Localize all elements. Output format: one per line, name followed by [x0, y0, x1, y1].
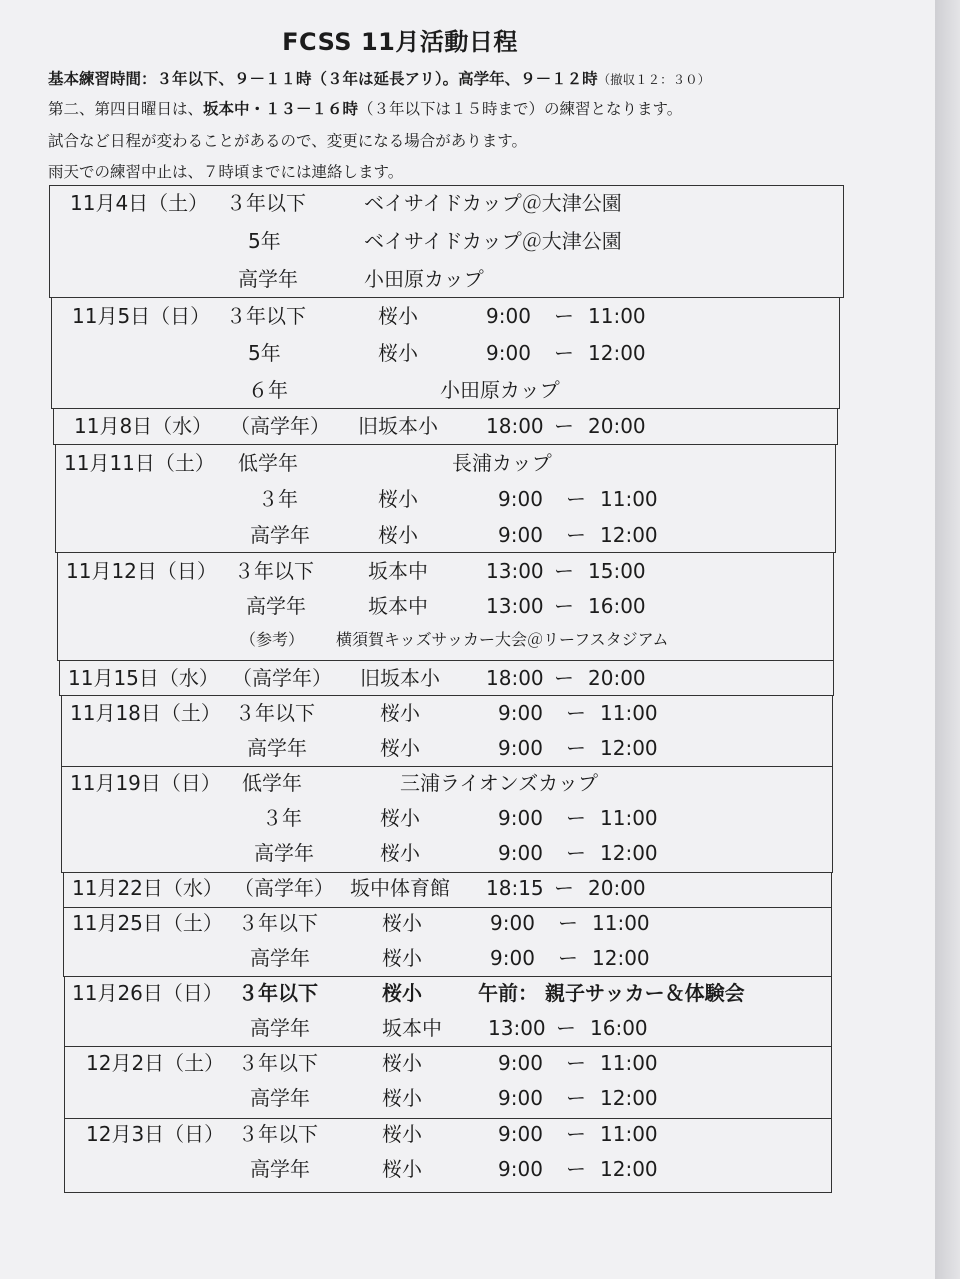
schedule-event: 三浦ライオンズカップ — [400, 771, 598, 795]
schedule-group: ３年以下 — [238, 981, 318, 1005]
schedule-dash: ー — [566, 1051, 586, 1075]
schedule-dash: ー — [566, 1086, 586, 1110]
schedule-group: ３年 — [262, 806, 302, 830]
schedule-group: 低学年 — [242, 771, 302, 795]
schedule-group: 高学年 — [250, 523, 310, 547]
schedule-start-time: 9:00 — [498, 1051, 543, 1075]
schedule-place: 坂本中 — [368, 594, 428, 618]
schedule-dash: ー — [558, 946, 578, 970]
schedule-dash: ー — [566, 1157, 586, 1181]
schedule-group: 高学年 — [250, 1016, 310, 1040]
schedule-group: 5年 — [248, 229, 281, 253]
background-wall — [935, 0, 960, 1279]
schedule-dash: ー — [566, 1122, 586, 1146]
schedule-start-time: 9:00 — [486, 304, 531, 328]
note-line-2-post: （３年以下は１５時まで）の練習となります。 — [358, 100, 683, 118]
schedule-event: 小田原カップ — [364, 267, 484, 291]
schedule-date: 11月19日（日） — [70, 771, 221, 795]
schedule-place: 旧坂本小 — [358, 414, 438, 438]
schedule-start-time: 9:00 — [498, 1086, 543, 1110]
schedule-date: 12月3日（日） — [86, 1122, 225, 1146]
note-line-3: 試合など日程が変わることがあるので、変更になる場合があります。 — [48, 132, 527, 150]
schedule-date: 11月26日（日） — [72, 981, 223, 1005]
schedule-dash: ー — [554, 341, 574, 365]
page-title: FCSS 11月活動日程 — [282, 28, 518, 56]
schedule-date: 11月15日（水） — [68, 666, 219, 690]
schedule-place: 坂本中 — [368, 559, 428, 583]
schedule-group: 高学年 — [250, 946, 310, 970]
schedule-end-time: 11:00 — [600, 1051, 658, 1075]
schedule-date: 11月22日（水） — [72, 876, 223, 900]
schedule-place: 坂中体育館 — [350, 876, 450, 900]
schedule-start-time: 18:00 — [486, 414, 544, 438]
note-line-2-bold: 坂本中・１３－１６時 — [203, 100, 359, 118]
schedule-end-time: 11:00 — [588, 304, 646, 328]
schedule-place: 旧坂本小 — [360, 666, 440, 690]
schedule-dash: ー — [566, 736, 586, 760]
schedule-date: 11月8日（水） — [74, 414, 213, 438]
schedule-date: 11月12日（日） — [66, 559, 217, 583]
schedule-place: 桜小 — [382, 911, 422, 935]
schedule-place: 桜小 — [378, 523, 418, 547]
schedule-group: ３年以下 — [235, 701, 315, 725]
schedule-start-time: 9:00 — [498, 841, 543, 865]
note-line-2 — [48, 97, 682, 119]
schedule-end-time: 11:00 — [592, 911, 650, 935]
schedule-group: （参考） — [240, 630, 305, 649]
schedule-group: 高学年 — [247, 736, 307, 760]
schedule-event: 横須賀キッズサッカー大会＠リーフスタジアム — [336, 630, 669, 649]
schedule-place: 桜小 — [378, 487, 418, 511]
schedule-end-time: 20:00 — [588, 876, 646, 900]
schedule-dash: ー — [558, 911, 578, 935]
schedule-group: 高学年 — [254, 841, 314, 865]
note-line-2-pre: 第二、第四日曜日は、 — [48, 100, 204, 118]
schedule-date: 11月11日（土） — [64, 451, 215, 475]
schedule-place: 桜小 — [380, 841, 420, 865]
schedule-start-time: 9:00 — [498, 487, 543, 511]
schedule-date: 12月2日（土） — [86, 1051, 225, 1075]
schedule-group: ３年以下 — [238, 1051, 318, 1075]
schedule-place: 桜小 — [382, 981, 422, 1005]
note-line-1 — [48, 67, 710, 89]
schedule-start-time: 9:00 — [490, 911, 535, 935]
schedule-dash: ー — [566, 841, 586, 865]
schedule-start-time: 9:00 — [498, 1122, 543, 1146]
schedule-dash: ー — [554, 304, 574, 328]
schedule-start-time: 9:00 — [498, 1157, 543, 1181]
schedule-end-time: 16:00 — [588, 594, 646, 618]
schedule-end-time: 11:00 — [600, 701, 658, 725]
schedule-place: 桜小 — [382, 1157, 422, 1181]
schedule-start-time: 9:00 — [486, 341, 531, 365]
schedule-place: 桜小 — [378, 304, 418, 328]
schedule-place: 桜小 — [380, 701, 420, 725]
schedule-dash: ー — [554, 666, 574, 690]
schedule-place: 桜小 — [382, 1051, 422, 1075]
schedule-end-time: 12:00 — [592, 946, 650, 970]
schedule-dash: ー — [556, 1016, 576, 1040]
schedule-event: ベイサイドカップ＠大津公園 — [364, 229, 622, 253]
schedule-date: 11月4日（土） — [70, 191, 209, 215]
schedule-start-time: 13:00 — [488, 1016, 546, 1040]
schedule-group: 5年 — [248, 341, 281, 365]
schedule-group: 高学年 — [250, 1157, 310, 1181]
schedule-group: 高学年 — [246, 594, 306, 618]
schedule-end-time: 12:00 — [600, 1157, 658, 1181]
schedule-event: 午前： 親子サッカー＆体験会 — [478, 981, 745, 1005]
schedule-start-time: 9:00 — [498, 806, 543, 830]
schedule-start-time: 9:00 — [498, 736, 543, 760]
schedule-group: （高学年） — [230, 414, 330, 438]
schedule-place: 桜小 — [380, 806, 420, 830]
schedule-dash: ー — [566, 487, 586, 511]
schedule-dash: ー — [566, 701, 586, 725]
schedule-group: （高学年） — [232, 666, 332, 690]
schedule-group: ３年 — [258, 487, 298, 511]
schedule-place: 桜小 — [378, 341, 418, 365]
schedule-end-time: 12:00 — [600, 841, 658, 865]
schedule-start-time: 18:00 — [486, 666, 544, 690]
schedule-start-time: 18:15 — [486, 876, 544, 900]
schedule-event: ベイサイドカップ＠大津公園 — [364, 191, 622, 215]
schedule-start-time: 13:00 — [486, 594, 544, 618]
schedule-dash: ー — [554, 594, 574, 618]
schedule-place: 桜小 — [382, 946, 422, 970]
schedule-group: 高学年 — [250, 1086, 310, 1110]
schedule-end-time: 12:00 — [600, 736, 658, 760]
schedule-date: 11月18日（土） — [70, 701, 221, 725]
schedule-group: ３年以下 — [226, 304, 306, 328]
schedule-end-time: 12:00 — [600, 523, 658, 547]
schedule-end-time: 20:00 — [588, 414, 646, 438]
schedule-place: 桜小 — [382, 1122, 422, 1146]
schedule-start-time: 9:00 — [498, 523, 543, 547]
schedule-end-time: 20:00 — [588, 666, 646, 690]
schedule-end-time: 11:00 — [600, 487, 658, 511]
schedule-end-time: 16:00 — [590, 1016, 648, 1040]
schedule-event: 小田原カップ — [440, 378, 560, 402]
schedule-end-time: 11:00 — [600, 1122, 658, 1146]
schedule-group: ３年以下 — [238, 911, 318, 935]
schedule-start-time: 9:00 — [490, 946, 535, 970]
schedule-end-time: 12:00 — [600, 1086, 658, 1110]
schedule-dash: ー — [554, 559, 574, 583]
note-line-1-main: 基本練習時間：３年以下、９－１１時（３年は延長アリ）。高学年、９－１２時 — [48, 70, 598, 88]
note-line-1-small: （撤収１２：３０） — [597, 72, 711, 87]
note-line-4: 雨天での練習中止は、７時頃までには連絡します。 — [48, 163, 404, 181]
schedule-date: 11月25日（土） — [72, 911, 223, 935]
schedule-group: 低学年 — [238, 451, 298, 475]
schedule-start-time: 13:00 — [486, 559, 544, 583]
schedule-start-time: 9:00 — [498, 701, 543, 725]
schedule-place: 桜小 — [380, 736, 420, 760]
schedule-group: （高学年） — [234, 876, 334, 900]
schedule-dash: ー — [554, 876, 574, 900]
schedule-dash: ー — [566, 523, 586, 547]
schedule-dash: ー — [566, 806, 586, 830]
schedule-place: 坂本中 — [382, 1016, 442, 1040]
schedule-group: ３年以下 — [238, 1122, 318, 1146]
schedule-group: ３年以下 — [234, 559, 314, 583]
schedule-end-time: 12:00 — [588, 341, 646, 365]
schedule-dash: ー — [554, 414, 574, 438]
schedule-event: 長浦カップ — [452, 451, 552, 475]
schedule-end-time: 11:00 — [600, 806, 658, 830]
schedule-group: ６年 — [248, 378, 288, 402]
schedule-end-time: 15:00 — [588, 559, 646, 583]
schedule-place: 桜小 — [382, 1086, 422, 1110]
schedule-group: 高学年 — [238, 267, 298, 291]
schedule-date: 11月5日（日） — [72, 304, 211, 328]
schedule-group: ３年以下 — [226, 191, 306, 215]
